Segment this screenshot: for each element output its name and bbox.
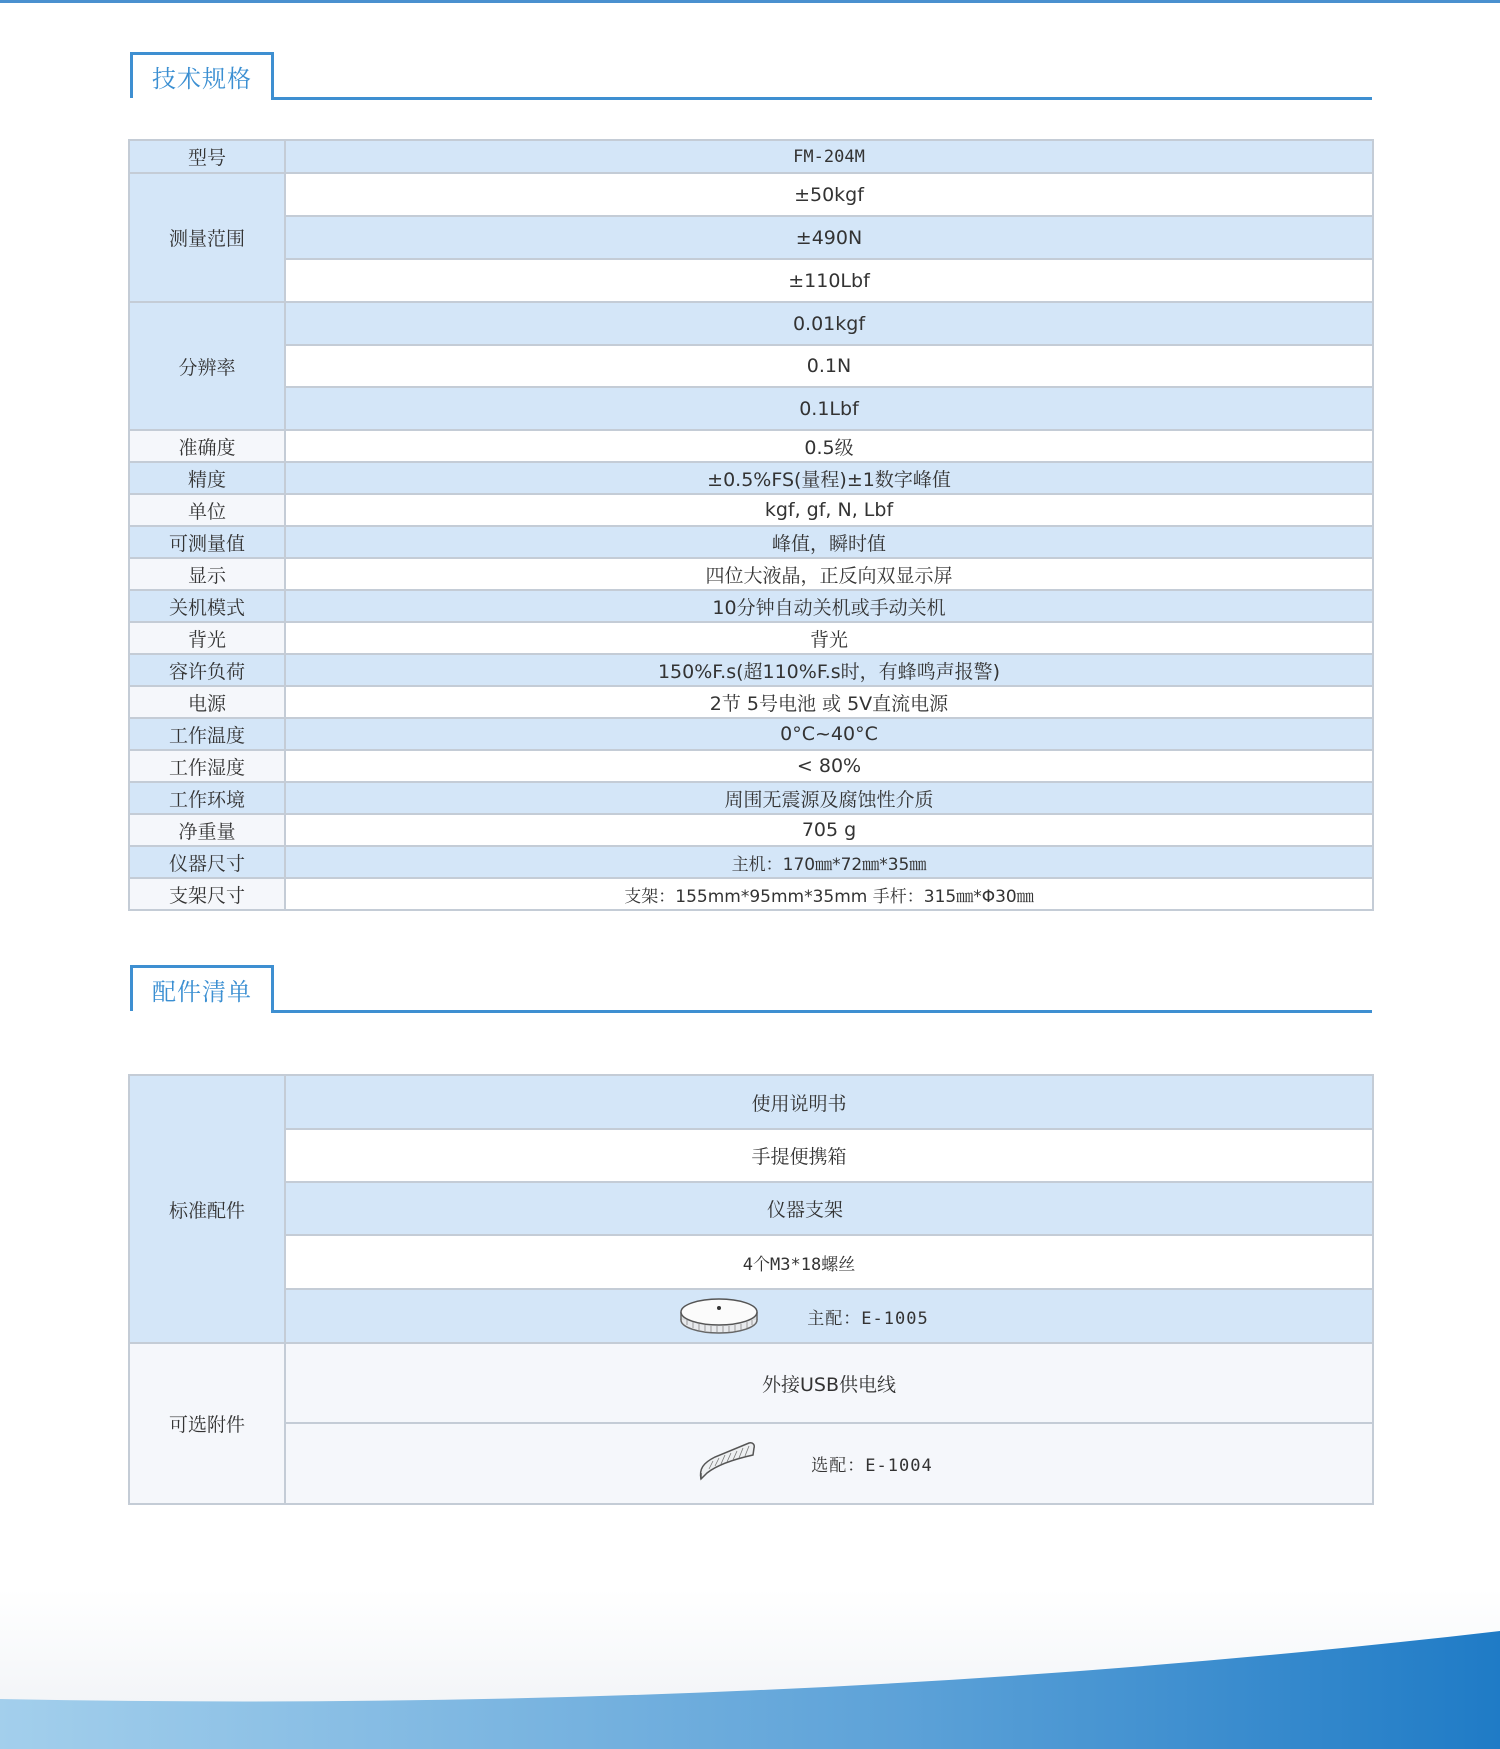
curved-blade-head-icon (695, 1439, 763, 1488)
spec-section-title: 技术规格 (130, 52, 274, 98)
table-row (129, 259, 1373, 302)
accessory-section-heading (130, 965, 1372, 1013)
spec-value: 2节 5号电池 或 5V直流电源 (285, 686, 1373, 718)
accessory-item-text: 仪器支架 (766, 1199, 843, 1221)
accessory-item-text: 4个M3*18螺丝 (742, 1254, 856, 1275)
heading-underline (271, 97, 1372, 100)
table-row (129, 878, 1373, 910)
table-row (129, 462, 1373, 494)
spec-label: 净重量 (129, 814, 285, 846)
spec-label: 支架尺寸 (129, 878, 285, 910)
spec-label: 电源 (129, 686, 285, 718)
table-row (129, 1182, 1373, 1235)
spec-value: 0.1N (285, 345, 1373, 387)
table-row (129, 526, 1373, 558)
spec-label: 工作湿度 (129, 750, 285, 782)
optional-attachment-label: 选配：E-1004 (811, 1456, 933, 1476)
table-row (129, 718, 1373, 750)
accessory-table (128, 1074, 1374, 1505)
table-row (129, 654, 1373, 686)
table-row (129, 494, 1373, 526)
table-row (129, 1235, 1373, 1289)
top-rule (0, 0, 1500, 3)
spec-value: 背光 (285, 622, 1373, 654)
table-row (129, 1129, 1373, 1182)
accessory-label: 可选附件 (129, 1343, 285, 1504)
table-row (129, 430, 1373, 462)
heading-underline (271, 1010, 1372, 1013)
spec-label: 显示 (129, 558, 285, 590)
spec-value: 峰值，瞬时值 (285, 526, 1373, 558)
spec-label: 准确度 (129, 430, 285, 462)
spec-label: 背光 (129, 622, 285, 654)
spec-value: 四位大液晶，正反向双显示屏 (285, 558, 1373, 590)
accessory-section-title: 配件清单 (130, 965, 274, 1011)
spec-label: 精度 (129, 462, 285, 494)
spec-label: 容许负荷 (129, 654, 285, 686)
main-attachment-label: 主配：E-1005 (807, 1308, 929, 1329)
table-row (129, 590, 1373, 622)
flat-disc-head-icon (679, 1292, 759, 1341)
spec-value: 0.1Lbf (285, 387, 1373, 430)
table-row (129, 140, 1373, 173)
accessory-label: 标准配件 (129, 1075, 285, 1343)
accessory-item-text: 使用说明书 (751, 1092, 847, 1115)
spec-section-heading (130, 52, 1372, 100)
spec-value: 支架：155mm*95mm*35mm 手杆：315㎜*Φ30㎜ (285, 878, 1373, 910)
spec-value: 0°C~40°C (285, 718, 1373, 750)
spec-value: FM-204M (285, 140, 1373, 173)
spec-value: 0.5级 (285, 430, 1373, 462)
accessory-item-text: 外接USB供电线 (761, 1373, 896, 1396)
spec-table (128, 139, 1374, 911)
accessory-item (285, 1129, 1373, 1182)
table-row (129, 1289, 1373, 1343)
spec-label: 工作环境 (129, 782, 285, 814)
spec-label: 单位 (129, 494, 285, 526)
table-row (129, 345, 1373, 387)
spec-value: 10分钟自动关机或手动关机 (285, 590, 1373, 622)
table-row (129, 1423, 1373, 1504)
spec-value: 主机：170㎜*72㎜*35㎜ (285, 846, 1373, 878)
spec-value: 0.01kgf (285, 302, 1373, 345)
spec-value: kgf, gf, N, Lbf (285, 494, 1373, 526)
spec-label: 测量范围 (129, 173, 285, 302)
table-row (129, 750, 1373, 782)
accessory-item (285, 1235, 1373, 1289)
table-row (129, 622, 1373, 654)
table-row (129, 302, 1373, 345)
spec-value: < 80% (285, 750, 1373, 782)
table-row (129, 173, 1373, 216)
spec-label: 关机模式 (129, 590, 285, 622)
spec-value: 150%F.s(超110%F.s时，有蜂鸣声报警) (285, 654, 1373, 686)
spec-value: ±50kgf (285, 173, 1373, 216)
spec-label: 型号 (129, 140, 285, 173)
spec-value: ±110Lbf (285, 259, 1373, 302)
table-row (129, 814, 1373, 846)
accessory-item (285, 1289, 1373, 1343)
accessory-item (285, 1423, 1373, 1504)
table-row (129, 846, 1373, 878)
spec-label: 仪器尺寸 (129, 846, 285, 878)
bottom-wave-decoration (0, 1589, 1500, 1749)
table-row (129, 1075, 1373, 1129)
table-row (129, 216, 1373, 259)
spec-label: 可测量值 (129, 526, 285, 558)
accessory-item (285, 1075, 1373, 1129)
accessory-item (285, 1343, 1373, 1423)
table-row (129, 387, 1373, 430)
spec-value: 周围无震源及腐蚀性介质 (285, 782, 1373, 814)
table-row (129, 782, 1373, 814)
table-row (129, 1343, 1373, 1423)
spec-label: 分辨率 (129, 302, 285, 430)
spec-label: 工作温度 (129, 718, 285, 750)
table-row (129, 686, 1373, 718)
spec-value: 705 g (285, 814, 1373, 846)
spec-value: ±0.5%FS(量程)±1数字峰值 (285, 462, 1373, 494)
spec-value: ±490N (285, 216, 1373, 259)
accessory-item (285, 1182, 1373, 1235)
table-row (129, 558, 1373, 590)
accessory-item-text: 手提便携箱 (751, 1146, 847, 1168)
